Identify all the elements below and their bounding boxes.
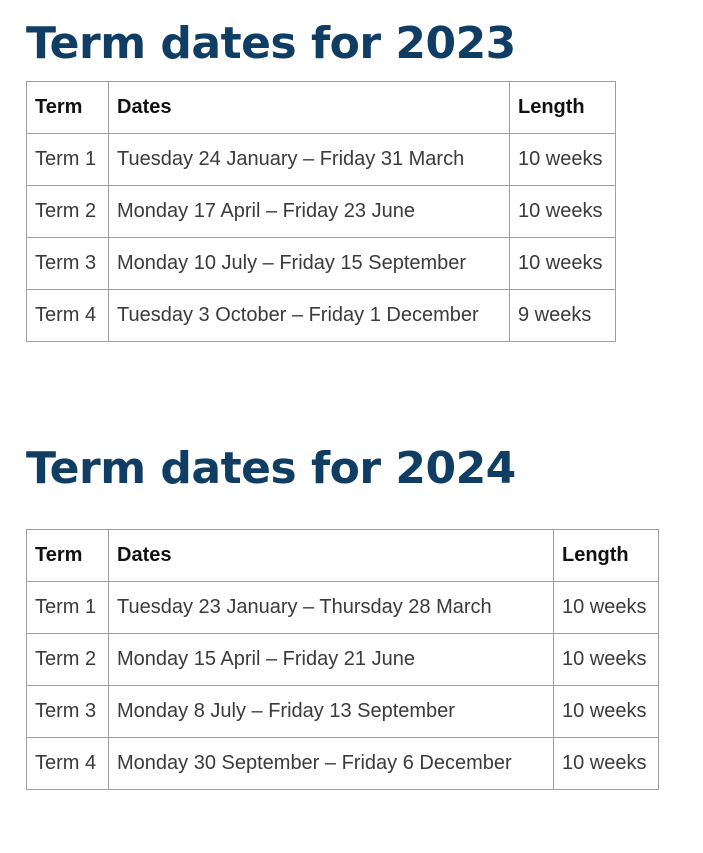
cell-dates: Monday 17 April – Friday 23 June bbox=[109, 186, 510, 238]
column-header-term: Term bbox=[27, 82, 109, 134]
table-row bbox=[27, 238, 616, 290]
cell-length: 10 weeks bbox=[510, 134, 616, 186]
cell-term: Term 3 bbox=[27, 238, 109, 290]
cell-length: 10 weeks bbox=[554, 686, 659, 738]
cell-dates: Monday 10 July – Friday 15 September bbox=[109, 238, 510, 290]
table-row bbox=[27, 582, 659, 634]
cell-term: Term 2 bbox=[27, 186, 109, 238]
cell-term: Term 4 bbox=[27, 290, 109, 342]
column-header-term: Term bbox=[27, 530, 109, 582]
table-row bbox=[27, 134, 616, 186]
cell-dates: Monday 30 September – Friday 6 December bbox=[109, 738, 554, 790]
table-header-row bbox=[27, 82, 616, 134]
cell-term: Term 4 bbox=[27, 738, 109, 790]
cell-dates: Monday 15 April – Friday 21 June bbox=[109, 634, 554, 686]
cell-length: 10 weeks bbox=[554, 582, 659, 634]
table-row bbox=[27, 290, 616, 342]
column-header-dates: Dates bbox=[109, 530, 554, 582]
column-header-length: Length bbox=[510, 82, 616, 134]
table-row bbox=[27, 186, 616, 238]
term-dates-2023-table bbox=[26, 81, 616, 342]
cell-length: 9 weeks bbox=[510, 290, 616, 342]
heading-2024: Term dates for 2024 bbox=[26, 443, 516, 494]
cell-dates: Monday 8 July – Friday 13 September bbox=[109, 686, 554, 738]
column-header-dates: Dates bbox=[109, 82, 510, 134]
column-header-length: Length bbox=[554, 530, 659, 582]
term-dates-2023-section bbox=[26, 0, 616, 342]
cell-dates: Tuesday 23 January – Thursday 28 March bbox=[109, 582, 554, 634]
term-dates-2024-section bbox=[26, 425, 659, 790]
table-row bbox=[27, 738, 659, 790]
cell-term: Term 1 bbox=[27, 134, 109, 186]
cell-dates: Tuesday 24 January – Friday 31 March bbox=[109, 134, 510, 186]
cell-length: 10 weeks bbox=[554, 738, 659, 790]
table-header-row bbox=[27, 530, 659, 582]
heading-2023: Term dates for 2023 bbox=[26, 18, 516, 69]
table-row bbox=[27, 686, 659, 738]
cell-length: 10 weeks bbox=[510, 186, 616, 238]
cell-term: Term 2 bbox=[27, 634, 109, 686]
term-dates-2024-table bbox=[26, 529, 659, 790]
table-row bbox=[27, 634, 659, 686]
cell-length: 10 weeks bbox=[510, 238, 616, 290]
cell-term: Term 3 bbox=[27, 686, 109, 738]
cell-length: 10 weeks bbox=[554, 634, 659, 686]
cell-dates: Tuesday 3 October – Friday 1 December bbox=[109, 290, 510, 342]
cell-term: Term 1 bbox=[27, 582, 109, 634]
